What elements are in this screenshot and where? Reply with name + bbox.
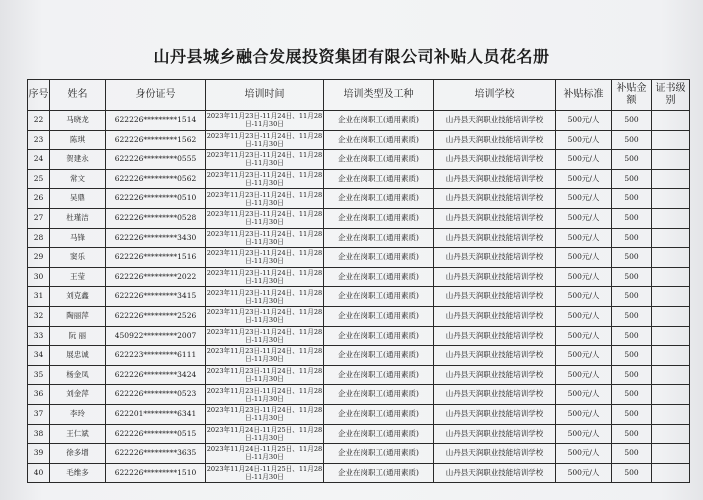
table-row <box>28 189 690 209</box>
cell-time: 2023年11月23日-11月24日、11月28日-11月30日 <box>206 210 323 227</box>
cell-amount: 500 <box>612 208 652 228</box>
cell-id: 622226*********0528 <box>106 208 206 228</box>
cell-amount: 500 <box>612 267 652 287</box>
cell-school: 山丹县天润职业技能培训学校 <box>434 189 556 209</box>
cell-name: 毛维多 <box>50 463 106 483</box>
cell-school: 山丹县天润职业技能培训学校 <box>434 463 556 483</box>
cell-id: 622226*********3430 <box>106 228 206 248</box>
cell-school: 山丹县天润职业技能培训学校 <box>434 208 556 228</box>
cell-type: 企业在岗职工(通用素质) <box>324 444 434 464</box>
cell-level <box>652 306 690 326</box>
cell-id: 622226*********0510 <box>106 189 206 209</box>
cell-id: 450922*********2007 <box>106 326 206 346</box>
cell-type: 企业在岗职工(通用素质) <box>324 150 434 170</box>
cell-time: 2023年11月23日-11月24日、11月28日-11月30日 <box>206 151 323 168</box>
cell-standard: 500元/人 <box>556 189 612 209</box>
cell-name: 陶丽萍 <box>50 306 106 326</box>
table-row <box>28 444 690 464</box>
cell-level <box>652 130 690 150</box>
header-id: 身份证号 <box>106 80 206 111</box>
table-row <box>28 346 690 366</box>
cell-standard: 500元/人 <box>556 248 612 268</box>
cell-level <box>652 346 690 366</box>
cell-time: 2023年11月23日-11月24日、11月28日-11月30日 <box>206 308 323 325</box>
cell-id: 622226*********3415 <box>106 287 206 307</box>
cell-amount: 500 <box>612 150 652 170</box>
cell-standard: 500元/人 <box>556 463 612 483</box>
cell-level <box>652 111 690 131</box>
cell-amount: 500 <box>612 111 652 131</box>
cell-school: 山丹县天润职业技能培训学校 <box>434 228 556 248</box>
cell-type: 企业在岗职工(通用素质) <box>324 111 434 131</box>
cell-amount: 500 <box>612 287 652 307</box>
cell-standard: 500元/人 <box>556 444 612 464</box>
table-row <box>28 130 690 150</box>
cell-level <box>652 463 690 483</box>
table-row <box>28 248 690 268</box>
cell-type: 企业在岗职工(通用素质) <box>324 463 434 483</box>
table-row <box>28 463 690 483</box>
cell-school: 山丹县天润职业技能培训学校 <box>434 267 556 287</box>
header-amount: 补贴金额 <box>612 80 652 111</box>
cell-type: 企业在岗职工(通用素质) <box>324 169 434 189</box>
table-header-row <box>28 80 690 111</box>
cell-id: 622226*********0562 <box>106 169 206 189</box>
cell-name: 马锋 <box>50 228 106 248</box>
cell-name: 展忠诚 <box>50 346 106 366</box>
cell-name: 李玲 <box>50 404 106 424</box>
cell-time: 2023年11月24日-11月25日、11月28日-11月30日 <box>206 464 323 481</box>
cell-name: 刘金萍 <box>50 385 106 405</box>
table-row <box>28 169 690 189</box>
cell-standard: 500元/人 <box>556 404 612 424</box>
cell-seq: 34 <box>28 346 50 366</box>
cell-time: 2023年11月23日-11月24日、11月28日-11月30日 <box>206 269 323 286</box>
cell-level <box>652 287 690 307</box>
cell-seq: 35 <box>28 365 50 385</box>
cell-seq: 26 <box>28 189 50 209</box>
cell-standard: 500元/人 <box>556 424 612 444</box>
table-row <box>28 208 690 228</box>
cell-time: 2023年11月24日-11月25日、11月28日-11月30日 <box>206 425 323 442</box>
cell-id: 622226*********3635 <box>106 444 206 464</box>
cell-seq: 38 <box>28 424 50 444</box>
table-row <box>28 404 690 424</box>
cell-school: 山丹县天润职业技能培训学校 <box>434 326 556 346</box>
table-row <box>28 306 690 326</box>
cell-time: 2023年11月24日-11月25日、11月28日-11月30日 <box>206 445 323 462</box>
cell-level <box>652 169 690 189</box>
cell-seq: 29 <box>28 248 50 268</box>
cell-id: 622226*********1516 <box>106 248 206 268</box>
cell-type: 企业在岗职工(通用素质) <box>324 326 434 346</box>
table-row <box>28 326 690 346</box>
table-row <box>28 150 690 170</box>
cell-seq: 28 <box>28 228 50 248</box>
cell-school: 山丹县天润职业技能培训学校 <box>434 150 556 170</box>
cell-name: 马晓龙 <box>50 111 106 131</box>
cell-id: 622226*********0523 <box>106 385 206 405</box>
cell-standard: 500元/人 <box>556 365 612 385</box>
cell-level <box>652 444 690 464</box>
cell-standard: 500元/人 <box>556 208 612 228</box>
cell-amount: 500 <box>612 444 652 464</box>
cell-type: 企业在岗职工(通用素质) <box>324 287 434 307</box>
cell-amount: 500 <box>612 189 652 209</box>
cell-name: 吴鼎 <box>50 189 106 209</box>
cell-name: 阮 丽 <box>50 326 106 346</box>
cell-time: 2023年11月23日-11月24日、11月28日-11月30日 <box>206 367 323 384</box>
cell-school: 山丹县天润职业技能培训学校 <box>434 404 556 424</box>
table-body <box>28 111 690 483</box>
table-row <box>28 385 690 405</box>
cell-type: 企业在岗职工(通用素质) <box>324 424 434 444</box>
cell-school: 山丹县天润职业技能培训学校 <box>434 287 556 307</box>
cell-time: 2023年11月23日-11月24日、11月28日-11月30日 <box>206 386 323 403</box>
cell-amount: 500 <box>612 306 652 326</box>
cell-seq: 30 <box>28 267 50 287</box>
cell-seq: 27 <box>28 208 50 228</box>
cell-id: 622226*********1510 <box>106 463 206 483</box>
cell-name: 常文 <box>50 169 106 189</box>
page-title: 山丹县城乡融合发展投资集团有限公司补贴人员花名册 <box>153 47 550 66</box>
cell-school: 山丹县天润职业技能培训学校 <box>434 346 556 366</box>
cell-standard: 500元/人 <box>556 228 612 248</box>
cell-amount: 500 <box>612 424 652 444</box>
cell-amount: 500 <box>612 385 652 405</box>
cell-time: 2023年11月23日-11月24日、11月28日-11月30日 <box>206 249 323 266</box>
cell-standard: 500元/人 <box>556 111 612 131</box>
cell-time: 2023年11月23日-11月24日、11月28日-11月30日 <box>206 288 323 305</box>
cell-level <box>652 189 690 209</box>
cell-time: 2023年11月23日-11月24日、11月28日-11月30日 <box>206 131 323 148</box>
cell-school: 山丹县天润职业技能培训学校 <box>434 130 556 150</box>
cell-school: 山丹县天润职业技能培训学校 <box>434 111 556 131</box>
cell-school: 山丹县天润职业技能培训学校 <box>434 248 556 268</box>
cell-school: 山丹县天润职业技能培训学校 <box>434 385 556 405</box>
header-level: 证书级别 <box>652 80 690 111</box>
cell-amount: 500 <box>612 228 652 248</box>
cell-amount: 500 <box>612 169 652 189</box>
cell-level <box>652 424 690 444</box>
cell-time: 2023年11月23日-11月24日、11月28日-11月30日 <box>206 327 323 344</box>
cell-standard: 500元/人 <box>556 346 612 366</box>
cell-level <box>652 248 690 268</box>
cell-standard: 500元/人 <box>556 169 612 189</box>
cell-type: 企业在岗职工(通用素质) <box>324 346 434 366</box>
cell-type: 企业在岗职工(通用素质) <box>324 130 434 150</box>
cell-standard: 500元/人 <box>556 130 612 150</box>
cell-type: 企业在岗职工(通用素质) <box>324 189 434 209</box>
cell-standard: 500元/人 <box>556 385 612 405</box>
cell-time: 2023年11月23日-11月24日、11月28日-11月30日 <box>206 229 323 246</box>
cell-amount: 500 <box>612 463 652 483</box>
cell-level <box>652 150 690 170</box>
cell-type: 企业在岗职工(通用素质) <box>324 365 434 385</box>
cell-level <box>652 365 690 385</box>
cell-amount: 500 <box>612 404 652 424</box>
cell-seq: 22 <box>28 111 50 131</box>
cell-time: 2023年11月23日-11月24日、11月28日-11月30日 <box>206 347 323 364</box>
cell-school: 山丹县天润职业技能培训学校 <box>434 169 556 189</box>
cell-level <box>652 267 690 287</box>
cell-id: 622226*********3424 <box>106 365 206 385</box>
cell-name: 王仁斌 <box>50 424 106 444</box>
cell-standard: 500元/人 <box>556 326 612 346</box>
cell-type: 企业在岗职工(通用素质) <box>324 267 434 287</box>
cell-time: 2023年11月23日-11月24日、11月28日-11月30日 <box>206 406 323 423</box>
table-row <box>28 287 690 307</box>
cell-time: 2023年11月23日-11月24日、11月28日-11月30日 <box>206 171 323 188</box>
cell-id: 622226*********2022 <box>106 267 206 287</box>
cell-seq: 40 <box>28 463 50 483</box>
cell-school: 山丹县天润职业技能培训学校 <box>434 365 556 385</box>
cell-name: 王莹 <box>50 267 106 287</box>
cell-name: 杜瑾洁 <box>50 208 106 228</box>
cell-id: 622226*********0555 <box>106 150 206 170</box>
cell-id: 622226*********1514 <box>106 111 206 131</box>
cell-id: 622226*********1562 <box>106 130 206 150</box>
header-seq: 序号 <box>28 80 50 111</box>
cell-time: 2023年11月23日-11月24日、11月28日-11月30日 <box>206 190 323 207</box>
cell-seq: 37 <box>28 404 50 424</box>
cell-standard: 500元/人 <box>556 267 612 287</box>
cell-amount: 500 <box>612 130 652 150</box>
cell-name: 陈琪 <box>50 130 106 150</box>
table-row <box>28 424 690 444</box>
cell-name: 窦乐 <box>50 248 106 268</box>
cell-amount: 500 <box>612 326 652 346</box>
cell-school: 山丹县天润职业技能培训学校 <box>434 306 556 326</box>
cell-name: 杨金凤 <box>50 365 106 385</box>
table-row <box>28 267 690 287</box>
cell-type: 企业在岗职工(通用素质) <box>324 248 434 268</box>
cell-standard: 500元/人 <box>556 287 612 307</box>
cell-time: 2023年11月23日-11月24日、11月28日-11月30日 <box>206 112 323 129</box>
cell-standard: 500元/人 <box>556 306 612 326</box>
cell-standard: 500元/人 <box>556 150 612 170</box>
cell-name: 贺建永 <box>50 150 106 170</box>
cell-type: 企业在岗职工(通用素质) <box>324 385 434 405</box>
header-type: 培训类型及工种 <box>324 80 434 111</box>
header-standard: 补贴标准 <box>556 80 612 111</box>
cell-amount: 500 <box>612 346 652 366</box>
cell-level <box>652 228 690 248</box>
cell-amount: 500 <box>612 365 652 385</box>
cell-id: 622226*********2526 <box>106 306 206 326</box>
cell-seq: 39 <box>28 444 50 464</box>
cell-type: 企业在岗职工(通用素质) <box>324 306 434 326</box>
cell-level <box>652 404 690 424</box>
cell-seq: 25 <box>28 169 50 189</box>
roster-table <box>27 79 690 483</box>
header-name: 姓名 <box>50 80 106 111</box>
cell-type: 企业在岗职工(通用素质) <box>324 228 434 248</box>
cell-name: 刘克鑫 <box>50 287 106 307</box>
cell-seq: 24 <box>28 150 50 170</box>
cell-level <box>652 326 690 346</box>
cell-type: 企业在岗职工(通用素质) <box>324 208 434 228</box>
table-row <box>28 365 690 385</box>
cell-id: 622201*********6341 <box>106 404 206 424</box>
cell-seq: 36 <box>28 385 50 405</box>
header-school: 培训学校 <box>434 80 556 111</box>
cell-type: 企业在岗职工(通用素质) <box>324 404 434 424</box>
cell-seq: 32 <box>28 306 50 326</box>
header-time: 培训时间 <box>206 80 324 111</box>
cell-seq: 31 <box>28 287 50 307</box>
cell-amount: 500 <box>612 248 652 268</box>
cell-id: 622223*********6111 <box>106 346 206 366</box>
cell-level <box>652 208 690 228</box>
cell-level <box>652 385 690 405</box>
cell-seq: 23 <box>28 130 50 150</box>
cell-school: 山丹县天润职业技能培训学校 <box>434 444 556 464</box>
cell-name: 徐多增 <box>50 444 106 464</box>
table-row <box>28 228 690 248</box>
table-row <box>28 111 690 131</box>
cell-seq: 33 <box>28 326 50 346</box>
cell-id: 622226*********0515 <box>106 424 206 444</box>
cell-school: 山丹县天润职业技能培训学校 <box>434 424 556 444</box>
